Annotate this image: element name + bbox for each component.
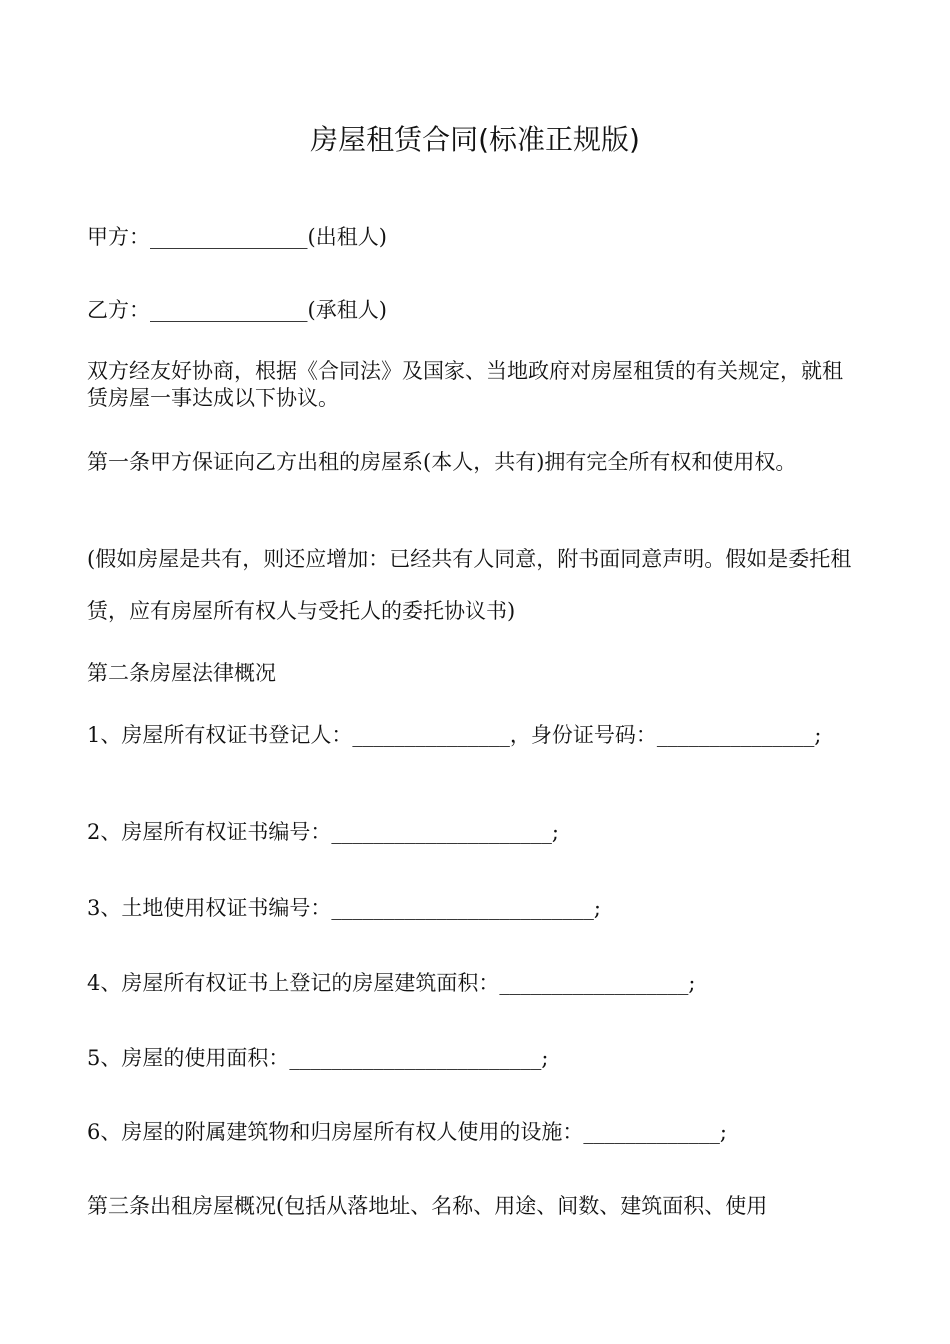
article-2-heading: 第二条房屋法律概况	[87, 661, 276, 685]
article-1: 第一条甲方保证向乙方出租的房屋系(本人，共有)拥有完全所有权和使用权。	[87, 450, 797, 474]
item-3: 3、土地使用权证书编号：_________________________;	[87, 896, 601, 920]
article-3: 第三条出租房屋概况(包括从落地址、名称、用途、间数、建筑面积、使用	[87, 1194, 768, 1218]
ownership-note: (假如房屋是共有，则还应增加：已经共有人同意，附书面同意声明。假如是委托租赁，应有房屋所有权人与受托人的委托协议书)	[87, 547, 852, 623]
item-2: 2、房屋所有权证书编号：_____________________;	[87, 820, 559, 844]
item-5: 5、房屋的使用面积：________________________;	[87, 1046, 549, 1070]
item-6: 6、房屋的附属建筑物和归房屋所有权人使用的设施：_____________;	[87, 1120, 727, 1144]
party-a-line: 甲方：_______________(出租人)	[87, 225, 387, 249]
item-4: 4、房屋所有权证书上登记的房屋建筑面积：__________________;	[87, 971, 696, 995]
intro-paragraph: 双方经友好协商，根据《合同法》及国家、当地政府对房屋租赁的有关规定，就租赁房屋一事达成以下协议。	[87, 359, 843, 410]
document-title: 房屋租赁合同(标准正规版)	[310, 123, 640, 156]
party-b-line: 乙方：_______________(承租人)	[87, 298, 387, 322]
item-1: 1、房屋所有权证书登记人：_______________，身份证号码：_______________;	[87, 723, 822, 747]
